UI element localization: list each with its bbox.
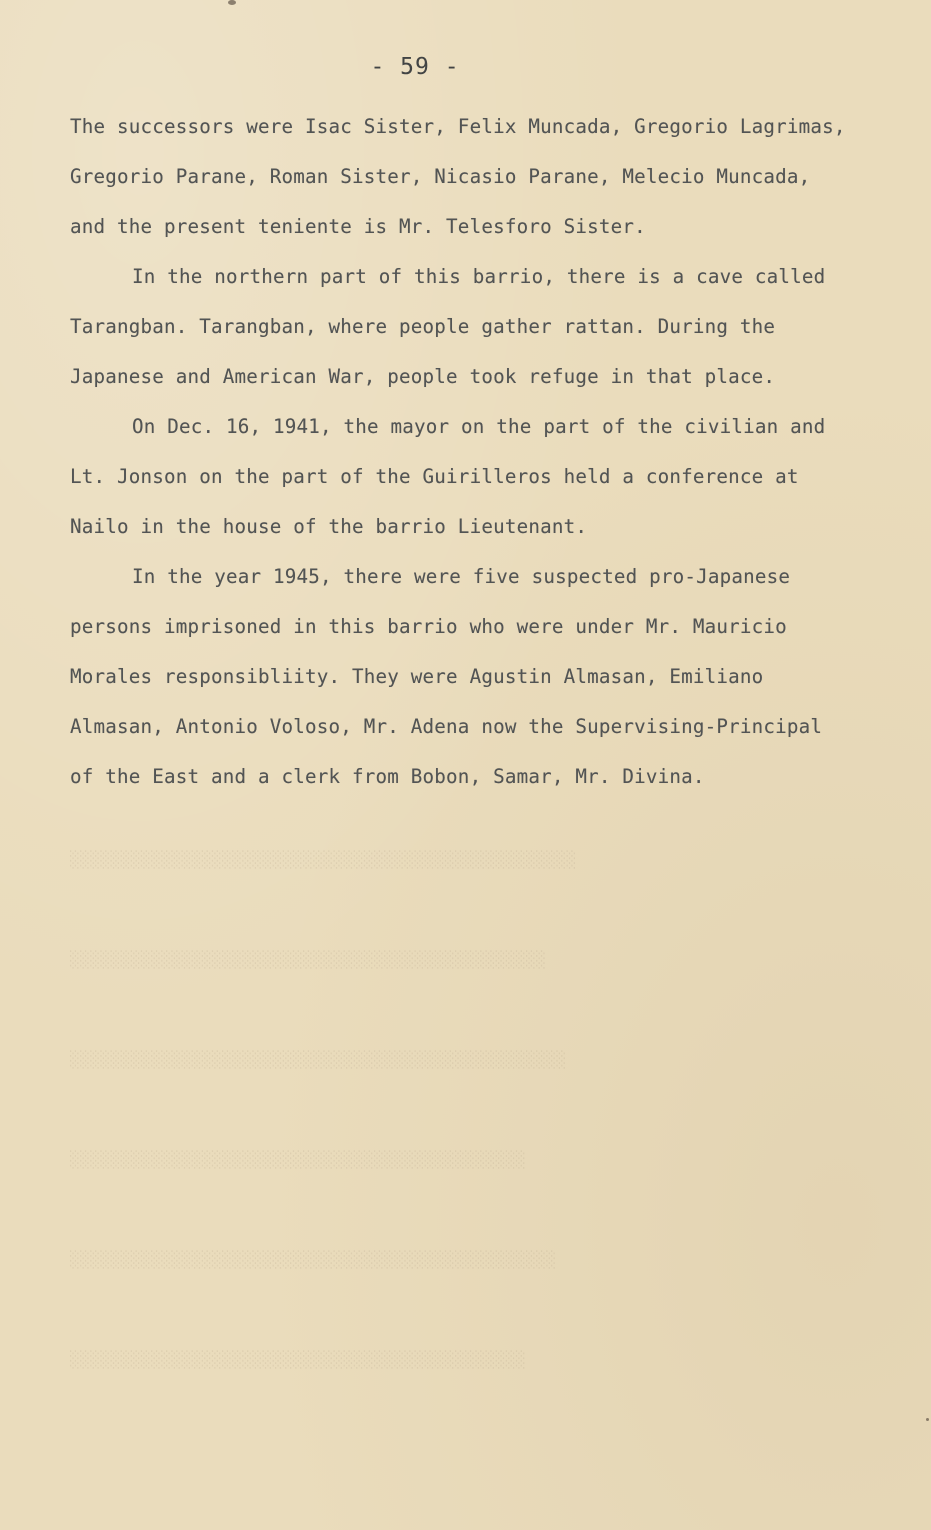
text-line: of the East and a clerk from Bobon, Samar, Mr. Divina. <box>70 765 705 788</box>
text-line: Lt. Jonson on the part of the Guirilleros held a conference at <box>70 465 799 488</box>
text-line: In the northern part of this barrio, there is a cave called <box>132 265 826 288</box>
text-line: persons imprisoned in this barrio who were under Mr. Mauricio <box>70 615 787 638</box>
text-line: Tarangban. Tarangban, where people gather rattan. During the <box>70 315 776 338</box>
ink-speck <box>228 0 236 5</box>
bleed-through-text: ░░░░░░░░░░░░░░░░░░░░░░░░░░░░░░░░░░░░░░░░░░░░░░░ <box>70 950 547 969</box>
bleed-through-text: ░░░░░░░░░░░░░░░░░░░░░░░░░░░░░░░░░░░░░░░░░░░░░░░░░ <box>70 1050 567 1069</box>
bleed-through-text: ░░░░░░░░░░░░░░░░░░░░░░░░░░░░░░░░░░░░░░░░░░░░░░░░ <box>70 1250 557 1269</box>
text-line: Morales responsibliity. They were Agustin Almasan, Emiliano <box>70 665 764 688</box>
bleed-through-text: ░░░░░░░░░░░░░░░░░░░░░░░░░░░░░░░░░░░░░░░░░░░░░ <box>70 1350 526 1369</box>
text-line: Almasan, Antonio Voloso, Mr. Adena now the Supervising-Principal <box>70 715 823 738</box>
text-line: In the year 1945, there were five suspected pro-Japanese <box>132 565 791 588</box>
text-line: Nailo in the house of the barrio Lieutenant. <box>70 515 588 538</box>
text-line: On Dec. 16, 1941, the mayor on the part of the civilian and <box>132 415 826 438</box>
text-line: and the present teniente is Mr. Telesforo Sister. <box>70 215 646 238</box>
bleed-through-text: ░░░░░░░░░░░░░░░░░░░░░░░░░░░░░░░░░░░░░░░░░░░░░ <box>70 1150 526 1169</box>
bleed-through-text: ░░░░░░░░░░░░░░░░░░░░░░░░░░░░░░░░░░░░░░░░░░░░░░░░░░ <box>70 850 577 869</box>
text-line: The successors were Isac Sister, Felix Muncada, Gregorio Lagrimas, <box>70 115 846 138</box>
page-number: - 59 - <box>370 54 460 80</box>
ink-speck <box>926 1418 929 1421</box>
typed-body <box>70 102 920 802</box>
text-line: Japanese and American War, people took refuge in that place. <box>70 365 776 388</box>
text-line: Gregorio Parane, Roman Sister, Nicasio Parane, Melecio Muncada, <box>70 165 811 188</box>
